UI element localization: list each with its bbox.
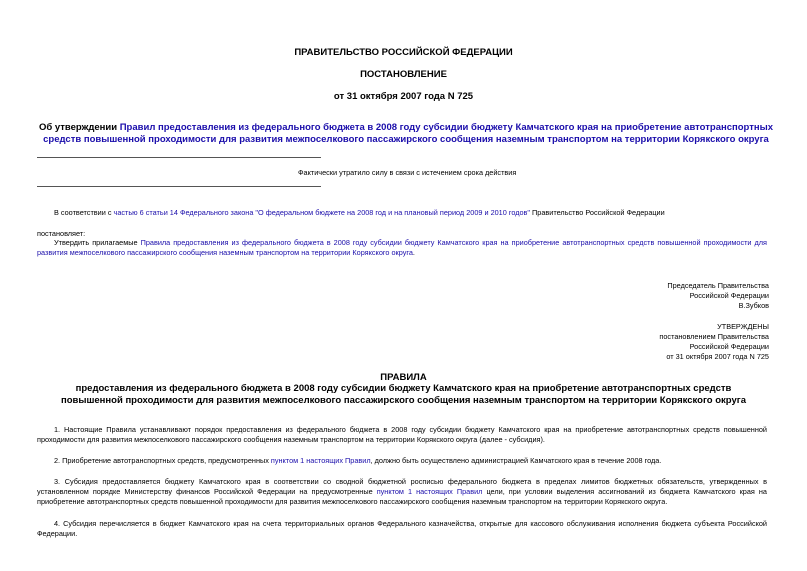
title-prefix: Об утверждении <box>38 122 120 133</box>
rules-paragraph-4: 4. Субсидия перечисляется в бюджет Камчатского края на счета территориальных органов Федерального казначейства, открытые для кассового обслуживания исполнения бюджета субъекта Российской Федерации. <box>37 519 767 538</box>
preamble-text-before: В соответствии с <box>54 208 114 217</box>
approve-text-before: Утвердить прилагаемые <box>54 238 141 247</box>
signature-block <box>469 281 769 311</box>
approval-stamp-line1: УТВЕРЖДЕНЫ <box>717 322 769 331</box>
document-type: ПОСТАНОВЛЕНИЕ <box>360 69 447 80</box>
rules-subheading: предоставления из федерального бюджета в 2008 году субсидии бюджету Камчатского края на приобретение автотранспортных средств повышенной проходимости для развития межпоселкового пассажирского сообщения наземным транспортом на территории Корякского округа <box>60 383 746 406</box>
approval-stamp-line2: постановлением Правительства <box>659 332 769 341</box>
federal-law-link[interactable]: частью 6 статьи 14 Федерального закона "О федеральном бюджете на 2008 год и на плановый период 2009 и 2010 годов" <box>113 208 531 217</box>
title-rules-link[interactable]: Правил предоставления из федерального бюджета в 2008 году субсидии бюджету Камчатского края на приобретение автотранспортных средств повышенной проходимости для развития межпоселкового пассажирского сообщения наземным транспортом на территории Корякского округа <box>43 122 774 145</box>
divider-top <box>37 157 321 158</box>
approval-stamp-line4: от 31 октября 2007 года N 725 <box>666 352 769 361</box>
resolves-label: постановляет: <box>37 229 86 238</box>
signature-name: В.Зубков <box>738 301 769 310</box>
document-title <box>36 122 776 145</box>
p3-clause-link[interactable]: пунктом 1 настоящих Правил <box>376 487 483 496</box>
approved-rules-link[interactable]: Правила предоставления из федерального бюджета в 2008 году субсидии бюджету Камчатского края на приобретение автотранспортных средств повышенной проходимости для развития межпоселкового пассажирского сообщения наземным транспортом на территории Корякского округа <box>37 238 767 257</box>
p2-clause-link[interactable]: пунктом 1 настоящих Правил <box>270 456 371 465</box>
preamble-text-after: Правительство Российской Федерации <box>530 208 665 217</box>
rules-paragraph-3 <box>37 477 767 507</box>
preamble <box>54 208 774 218</box>
approval-stamp-line3: Российской Федерации <box>689 342 769 351</box>
rules-paragraph-2 <box>54 456 774 466</box>
government-heading: ПРАВИТЕЛЬСТВО РОССИЙСКОЙ ФЕДЕРАЦИИ <box>294 47 513 58</box>
p2-text-before: 2. Приобретение автотранспортных средств, предусмотренных <box>54 456 271 465</box>
approve-paragraph <box>37 238 767 258</box>
approve-text-after: . <box>412 248 415 257</box>
p2-text-after: , должно быть осуществлено администрацией Камчатского края в течение 2008 года. <box>370 456 662 465</box>
p3-text-after: цели, при условии выделения ассигнований из бюджета Камчатского края на приобретение автотранспортных средств повышенной проходимости для развития межпоселкового пассажирского сообщения наземным транспортом на территории Корякского округа. <box>37 487 767 506</box>
signature-country: Российской Федерации <box>689 291 769 300</box>
approval-stamp <box>469 322 769 362</box>
divider-bottom <box>37 186 321 187</box>
signature-title: Председатель Правительства <box>667 281 769 290</box>
status-note: Фактически утратило силу в связи с истечением срока действия <box>298 168 517 177</box>
p3-text-before: 3. Субсидия предоставляется бюджету Камчатского края в соответствии со сводной бюджетной росписью федерального бюджета в пределах лимитов бюджетных обязательств, утвержденных в установленном порядке Министерству финансов Российской Федерации на предусмотренные <box>37 477 767 496</box>
document-date-number: от 31 октября 2007 года N 725 <box>333 91 474 102</box>
rules-heading: ПРАВИЛА <box>380 372 427 383</box>
rules-paragraph-1: 1. Настоящие Правила устанавливают порядок предоставления из федерального бюджета в 2008 году субсидии бюджету Камчатского края на приобретение автотранспортных средств повышенной проходимости для развития межпоселкового пассажирского сообщения наземным транспортом на территории Корякского округа (далее - субсидия). <box>37 425 767 444</box>
